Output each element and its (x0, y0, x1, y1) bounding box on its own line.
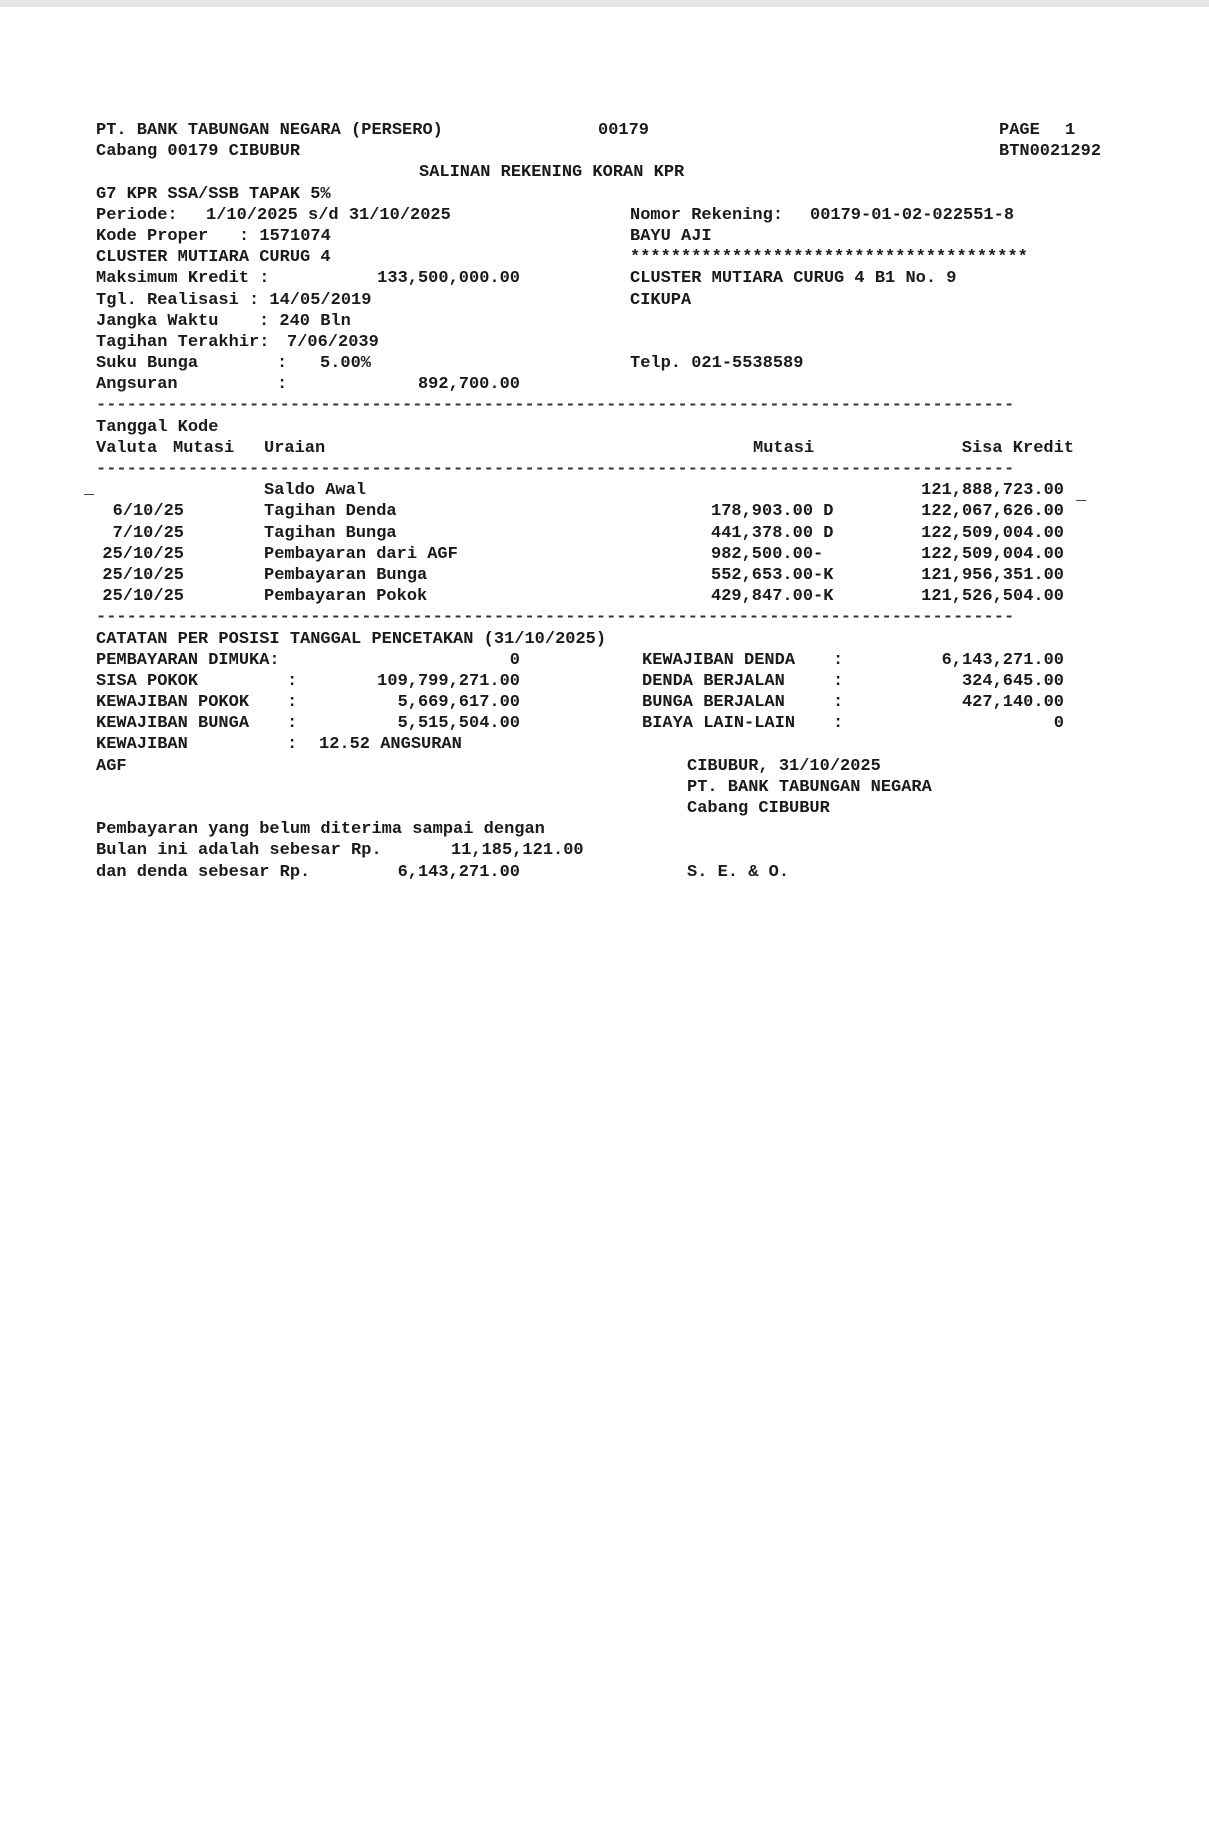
summary-title: CATATAN PER POSISI TANGGAL PENCETAKAN (31/10/2025) (96, 629, 607, 649)
doc-title: SALINAN REKENING KORAN KPR (419, 163, 685, 183)
bunga-berjalan-value: 427,140.00 (961, 693, 1064, 713)
right-print-mark: _ (1076, 486, 1087, 505)
telp: Telp. 021-5538589 (630, 354, 804, 374)
row-sisa: 122,067,626.00 (921, 502, 1064, 522)
kew-denda-label: KEWAJIBAN DENDA (642, 650, 796, 670)
footer-branch: Cabang CIBUBUR (687, 799, 830, 818)
colon: : (833, 671, 844, 691)
suku-label: Suku Bunga (96, 354, 199, 374)
branch-name: Cabang 00179 CIBUBUR (96, 142, 301, 162)
product-name: G7 KPR SSA/SSB TAPAK 5% (96, 184, 331, 204)
note-line-2-value: 11,185,121.00 (451, 841, 584, 861)
page-number: 1 (1065, 121, 1076, 140)
row-mutasi: 982,500.00- (711, 544, 824, 564)
project-name: CLUSTER MUTIARA CURUG 4 (96, 248, 331, 268)
row-uraian: Saldo Awal (264, 481, 367, 501)
row-mutasi: 441,378.00 D (711, 523, 834, 543)
dimuka-value: 0 (509, 650, 520, 670)
row-mutasi: 178,903.00 D (711, 502, 834, 522)
dimuka-label: PEMBAYARAN DIMUKA: (96, 650, 280, 670)
account-line-jangka (96, 311, 1096, 332)
row-mutasi: 429,847.00-K (711, 587, 834, 607)
address-line-1: CLUSTER MUTIARA CURUG 4 B1 No. 9 (630, 269, 957, 289)
separator-line: ------------------------------------------------------------------------------------------ (96, 608, 1015, 628)
biaya-label: BIAYA LAIN-LAIN (642, 714, 796, 734)
kew-pokok-value: 5,669,617.00 (397, 693, 520, 713)
row-uraian: Tagihan Denda (264, 502, 397, 522)
footer-line-note-1 (96, 819, 1096, 840)
footer-bank: PT. BANK TABUNGAN NEGARA (687, 777, 932, 797)
footer-line-branch (96, 798, 1096, 819)
viewer-top-bar (0, 0, 1209, 7)
table-head-tanggal-kode: Tanggal Kode (96, 417, 219, 437)
denda-berjalan-label: DENDA BERJALAN (642, 671, 785, 691)
table-row (96, 523, 1096, 544)
header-line-1 (96, 120, 1096, 141)
jangka-label: Jangka Waktu (96, 311, 219, 331)
note-line-3-label: dan denda sebesar Rp. (96, 862, 311, 882)
agf-label: AGF (96, 756, 127, 776)
col-valuta: Valuta (96, 438, 158, 458)
colon: : (833, 650, 844, 670)
rekening-label: Nomor Rekening: (630, 205, 784, 225)
summary-line-6 (96, 756, 1096, 777)
angsuran-colon: : (277, 375, 288, 395)
biaya-value: 0 (1053, 714, 1064, 734)
colon: : (287, 714, 298, 734)
page-label: PAGE (999, 121, 1040, 140)
jangka-value: : 240 Bln (259, 311, 351, 331)
summary-line-5 (96, 734, 1096, 755)
left-print-mark: _ (84, 480, 95, 499)
tagihan-value: 7/06/2039 (287, 332, 379, 352)
tagihan-label: Tagihan Terakhir: (96, 332, 270, 352)
kew-denda-value: 6,143,271.00 (941, 650, 1064, 670)
branch-code: 00179 (598, 121, 650, 140)
kew-pokok-label: KEWAJIBAN POKOK (96, 693, 250, 713)
separator-1 (96, 395, 1096, 416)
kew-bunga-label: KEWAJIBAN BUNGA (96, 714, 250, 734)
colon: : (287, 693, 298, 713)
separator-3 (96, 607, 1096, 628)
row-uraian: Pembayaran Bunga (264, 565, 428, 585)
customer-name: BAYU AJI (630, 226, 712, 246)
row-sisa: 122,509,004.00 (921, 523, 1064, 543)
note-line-3-value: 6,143,271.00 (397, 862, 520, 882)
summary-line-1 (96, 650, 1096, 671)
colon: : (833, 714, 844, 734)
row-sisa: 121,956,351.00 (921, 565, 1064, 585)
summary-line-4 (96, 713, 1096, 734)
account-line-angsuran (96, 374, 1096, 395)
suku-value: 5.00% (320, 354, 372, 374)
account-line-project (96, 247, 1096, 268)
table-row (96, 565, 1096, 586)
bank-name: PT. BANK TABUNGAN NEGARA (PERSERO) (96, 121, 443, 140)
row-date: 7/10/25 (112, 523, 184, 543)
note-line-2-label: Bulan ini adalah sebesar Rp. (96, 841, 382, 861)
periode-label: Periode: (96, 205, 178, 225)
seo-mark: S. E. & O. (687, 862, 790, 882)
bunga-berjalan-label: BUNGA BERJALAN (642, 693, 785, 713)
account-line-maks (96, 268, 1096, 289)
account-line-tagihan (96, 332, 1096, 353)
summary-line-3 (96, 692, 1096, 713)
account-line-periode (96, 205, 1096, 226)
header-line-2 (96, 141, 1102, 162)
footer-line-bank (96, 777, 1096, 798)
maks-kredit-label: Maksimum Kredit : (96, 269, 270, 289)
row-mutasi: 552,653.00-K (711, 565, 834, 585)
transaction-table (96, 480, 1096, 607)
row-uraian: Pembayaran Pokok (264, 587, 428, 607)
row-date: 25/10/25 (102, 587, 184, 607)
table-row (96, 480, 1096, 501)
col-uraian: Uraian (264, 438, 326, 458)
summary-title-line (96, 629, 1096, 650)
colon: : (287, 671, 298, 691)
col-mutasi: Mutasi (753, 438, 815, 458)
address-line-2: CIKUPA (630, 290, 692, 310)
tgl-realisasi-value: : 14/05/2019 (249, 290, 372, 310)
row-uraian: Pembayaran dari AGF (264, 544, 458, 564)
table-head-line-2 (96, 438, 1096, 459)
angsuran-label: Angsuran (96, 375, 178, 395)
col-sisa-kredit: Sisa Kredit (961, 438, 1074, 458)
row-date: 6/10/25 (112, 502, 184, 522)
kewajiban-label: KEWAJIBAN (96, 735, 188, 755)
account-line-kode (96, 226, 1096, 247)
separator-2 (96, 459, 1096, 480)
separator-line: ------------------------------------------------------------------------------------------ (96, 396, 1015, 416)
denda-berjalan-value: 324,645.00 (961, 671, 1064, 691)
account-line-realisasi (96, 290, 1096, 311)
tgl-realisasi-label: Tgl. Realisasi (96, 290, 239, 310)
statement-document (96, 120, 1102, 883)
row-sisa: 121,888,723.00 (921, 481, 1064, 501)
doc-code: BTN0021292 (999, 142, 1102, 162)
suku-colon: : (277, 354, 288, 374)
footer-line-note-3 (96, 862, 1096, 883)
row-sisa: 121,526,504.00 (921, 587, 1064, 607)
account-line-product (96, 184, 1096, 205)
colon: : (833, 693, 844, 713)
kode-proper-label: Kode Proper (96, 226, 209, 246)
colon: : (287, 735, 298, 755)
header-line-3 (96, 162, 1096, 183)
angsuran-value: 892,700.00 (417, 375, 520, 395)
maks-kredit-value: 133,500,000.00 (377, 269, 520, 289)
sisa-pokok-label: SISA POKOK (96, 671, 199, 691)
col-mutasi-kode: Mutasi (173, 438, 235, 458)
account-line-suku (96, 353, 1096, 374)
row-uraian: Tagihan Bunga (264, 523, 397, 543)
summary-line-2 (96, 671, 1096, 692)
row-date: 25/10/25 (102, 544, 184, 564)
table-row (96, 586, 1096, 607)
note-line-1: Pembayaran yang belum diterima sampai dengan (96, 820, 545, 840)
footer-place-date: CIBUBUR, 31/10/2025 (687, 756, 881, 776)
separator-line: ------------------------------------------------------------------------------------------ (96, 460, 1015, 479)
table-row (96, 544, 1096, 565)
row-sisa: 122,509,004.00 (921, 544, 1064, 564)
sisa-pokok-value: 109,799,271.00 (377, 671, 520, 691)
footer-line-note-2 (96, 840, 1096, 861)
kode-proper-value: : 1571074 (239, 226, 331, 246)
kewajiban-value: 12.52 ANGSURAN (319, 735, 462, 755)
table-head-line-1 (96, 417, 1096, 438)
periode-value: 1/10/2025 s/d 31/10/2025 (206, 205, 451, 225)
rekening-value: 00179-01-02-022551-8 (810, 205, 1015, 225)
row-date: 25/10/25 (102, 565, 184, 585)
kew-bunga-value: 5,515,504.00 (397, 714, 520, 734)
mask-line: *************************************** (630, 248, 1028, 268)
table-row (96, 501, 1096, 522)
